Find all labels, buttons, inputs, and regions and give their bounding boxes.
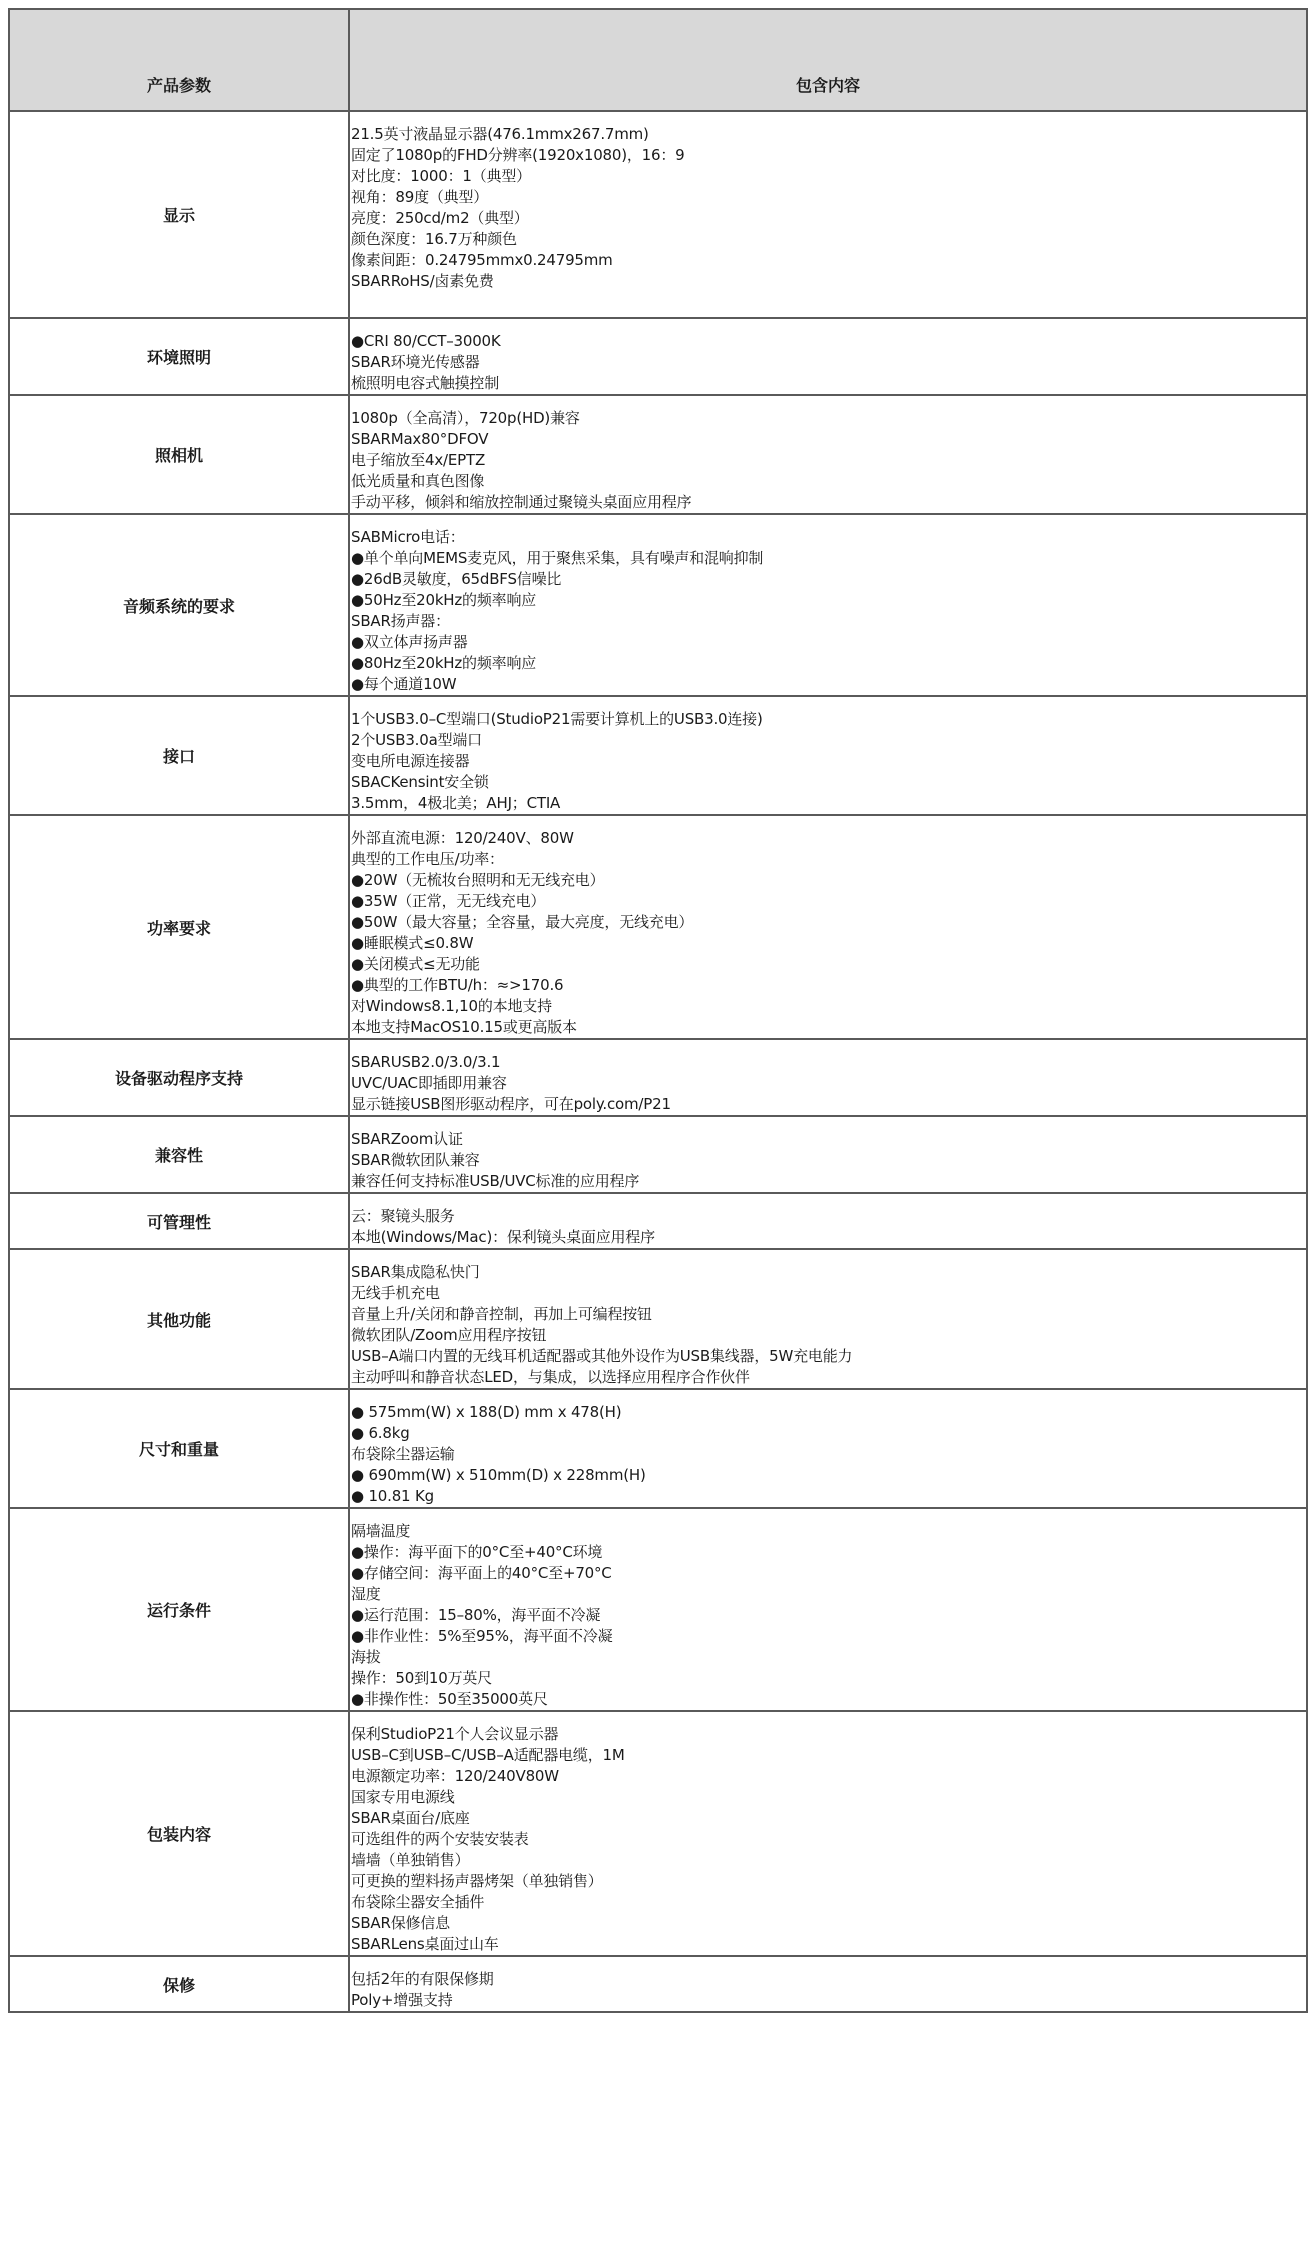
content-line: 主动呼叫和静音状态LED，与集成，以选择应用程序合作伙伴 bbox=[351, 1368, 750, 1386]
row-label: 接口 bbox=[9, 696, 349, 815]
content-line: SBAR保修信息 bbox=[351, 1914, 450, 1932]
content-line: 布袋除尘器运输 bbox=[351, 1445, 455, 1463]
row-content bbox=[349, 1039, 1307, 1116]
row-content bbox=[349, 111, 1307, 318]
content-line: 视角：89度（典型） bbox=[351, 188, 489, 206]
content-line: 保利StudioP21个人会议显示器 bbox=[351, 1725, 559, 1743]
content-line: SBARUSB2.0/3.0/3.1 bbox=[351, 1053, 501, 1071]
content-line: 对Windows8.1,10的本地支持 bbox=[351, 997, 552, 1015]
table-row bbox=[9, 395, 1307, 514]
header-parameter: 产品参数 bbox=[9, 9, 349, 111]
content-line: 国家专用电源线 bbox=[351, 1788, 455, 1806]
row-label: 其他功能 bbox=[9, 1249, 349, 1389]
content-line: 可更换的塑料扬声器烤架（单独销售） bbox=[351, 1872, 603, 1890]
content-line: 亮度：250cd/m2（典型） bbox=[351, 209, 529, 227]
content-line: ●双立体声扬声器 bbox=[351, 633, 468, 651]
spec-table-wrapper bbox=[8, 8, 1308, 2013]
content-line: 典型的工作电压/功率： bbox=[351, 850, 504, 868]
content-line: 包括2年的有限保修期 bbox=[351, 1970, 494, 1988]
row-content bbox=[349, 318, 1307, 395]
content-line: SBARRoHS/卤素免费 bbox=[351, 272, 494, 290]
content-line: 梳照明电容式触摸控制 bbox=[351, 374, 500, 392]
content-line: ●运行范围：15–80%，海平面不冷凝 bbox=[351, 1606, 601, 1624]
row-label: 运行条件 bbox=[9, 1508, 349, 1711]
content-line: ●睡眠模式≤0.8W bbox=[351, 934, 474, 952]
content-line: USB–C到USB–C/USB–A适配器电缆，1M bbox=[351, 1746, 625, 1764]
row-content bbox=[349, 395, 1307, 514]
content-line: SBARLens桌面过山车 bbox=[351, 1935, 499, 1953]
content-line: 手动平移，倾斜和缩放控制通过聚镜头桌面应用程序 bbox=[351, 493, 692, 511]
content-line: 音量上升/关闭和静音控制，再加上可编程按钮 bbox=[351, 1305, 652, 1323]
content-line: SABMicro电话： bbox=[351, 528, 465, 546]
content-line: ● 690mm(W) x 510mm(D) x 228mm(H) bbox=[351, 1466, 646, 1484]
content-line: SBAR扬声器： bbox=[351, 612, 450, 630]
content-line: Poly+增强支持 bbox=[351, 1991, 453, 2009]
row-label: 环境照明 bbox=[9, 318, 349, 395]
header-contents: 包含内容 bbox=[349, 9, 1307, 111]
content-line: 显示链接USB图形驱动程序，可在poly.com/P21 bbox=[351, 1095, 671, 1113]
content-line: 海拔 bbox=[351, 1648, 381, 1666]
content-line: 2个USB3.0a型端口 bbox=[351, 731, 482, 749]
content-line: 可选组件的两个安装安装表 bbox=[351, 1830, 529, 1848]
content-line: ●35W（正常，无无线充电） bbox=[351, 892, 546, 910]
content-line: ● 6.8kg bbox=[351, 1424, 410, 1442]
row-label: 显示 bbox=[9, 111, 349, 318]
content-line: 外部直流电源：120/240V、80W bbox=[351, 829, 574, 847]
table-header-row bbox=[9, 9, 1307, 111]
content-line: ●关闭模式≤无功能 bbox=[351, 955, 480, 973]
content-line: ●操作：海平面下的0°C至+40°C环境 bbox=[351, 1543, 603, 1561]
row-content bbox=[349, 1249, 1307, 1389]
content-line: ● 575mm(W) x 188(D) mm x 478(H) bbox=[351, 1403, 622, 1421]
content-line: 颜色深度：16.7万种颜色 bbox=[351, 230, 517, 248]
content-line: 21.5英寸液晶显示器(476.1mmx267.7mm) bbox=[351, 125, 649, 143]
content-line: ●80Hz至20kHz的频率响应 bbox=[351, 654, 537, 672]
content-line: 布袋除尘器安全插件 bbox=[351, 1893, 485, 1911]
content-line: 对比度：1000：1（典型） bbox=[351, 167, 531, 185]
content-line: ●26dB灵敏度，65dBFS信噪比 bbox=[351, 570, 562, 588]
row-label: 可管理性 bbox=[9, 1193, 349, 1249]
table-row bbox=[9, 1711, 1307, 1956]
table-row bbox=[9, 1508, 1307, 1711]
content-line: 低光质量和真色图像 bbox=[351, 472, 485, 490]
row-label: 保修 bbox=[9, 1956, 349, 2012]
table-row bbox=[9, 1193, 1307, 1249]
content-line: SBAR微软团队兼容 bbox=[351, 1151, 480, 1169]
row-content bbox=[349, 696, 1307, 815]
content-line: ●50W（最大容量；全容量，最大亮度，无线充电） bbox=[351, 913, 694, 931]
table-body bbox=[9, 111, 1307, 2012]
content-line: 隔墙温度 bbox=[351, 1522, 411, 1540]
content-line: ●CRI 80/CCT–3000K bbox=[351, 332, 501, 350]
content-line: 1个USB3.0–C型端口(StudioP21需要计算机上的USB3.0连接) bbox=[351, 710, 763, 728]
row-content bbox=[349, 1193, 1307, 1249]
content-line: 湿度 bbox=[351, 1585, 381, 1603]
table-row bbox=[9, 1039, 1307, 1116]
content-line: 操作：50到10万英尺 bbox=[351, 1669, 492, 1687]
content-line: 本地(Windows/Mac)：保利镜头桌面应用程序 bbox=[351, 1228, 655, 1246]
content-line: USB–A端口内置的无线耳机适配器或其他外设作为USB集线器，5W充电能力 bbox=[351, 1347, 853, 1365]
content-line: SBAR桌面台/底座 bbox=[351, 1809, 470, 1827]
table-row bbox=[9, 815, 1307, 1039]
content-line: 电子缩放至4x/EPTZ bbox=[351, 451, 486, 469]
content-line: ●典型的工作BTU/h：≈>170.6 bbox=[351, 976, 564, 994]
content-line: ●单个单向MEMS麦克风，用于聚焦采集，具有噪声和混响抑制 bbox=[351, 549, 764, 567]
content-line: 无线手机充电 bbox=[351, 1284, 440, 1302]
row-content bbox=[349, 514, 1307, 696]
row-content bbox=[349, 1956, 1307, 2012]
content-line: ●存储空间：海平面上的40°C至+70°C bbox=[351, 1564, 612, 1582]
content-line: ●非作业性：5%至95%，海平面不冷凝 bbox=[351, 1627, 613, 1645]
table-row bbox=[9, 696, 1307, 815]
content-line: 1080p（全高清），720p(HD)兼容 bbox=[351, 409, 580, 427]
content-line: ●20W（无梳妆台照明和无无线充电） bbox=[351, 871, 605, 889]
row-label: 兼容性 bbox=[9, 1116, 349, 1193]
row-label: 音频系统的要求 bbox=[9, 514, 349, 696]
row-label: 尺寸和重量 bbox=[9, 1389, 349, 1508]
row-label: 功率要求 bbox=[9, 815, 349, 1039]
content-line: ●每个通道10W bbox=[351, 675, 457, 693]
row-label: 包装内容 bbox=[9, 1711, 349, 1956]
content-line: UVC/UAC即插即用兼容 bbox=[351, 1074, 507, 1092]
content-line: SBAR环境光传感器 bbox=[351, 353, 480, 371]
content-line: 云：聚镜头服务 bbox=[351, 1207, 455, 1225]
table-row bbox=[9, 318, 1307, 395]
row-content bbox=[349, 1508, 1307, 1711]
content-line: 像素间距：0.24795mmx0.24795mm bbox=[351, 251, 613, 269]
table-row bbox=[9, 1956, 1307, 2012]
content-line: 3.5mm，4极北美；AHJ；CTIA bbox=[351, 794, 561, 812]
content-line: 微软团队/Zoom应用程序按钮 bbox=[351, 1326, 547, 1344]
content-line: 本地支持MacOS10.15或更高版本 bbox=[351, 1018, 577, 1036]
table-row bbox=[9, 1389, 1307, 1508]
content-line: SBARMax80°DFOV bbox=[351, 430, 489, 448]
spec-table bbox=[8, 8, 1308, 2013]
content-line: SBARZoom认证 bbox=[351, 1130, 463, 1148]
row-content bbox=[349, 1711, 1307, 1956]
table-row bbox=[9, 111, 1307, 318]
row-label: 照相机 bbox=[9, 395, 349, 514]
row-content bbox=[349, 1389, 1307, 1508]
content-line: ● 10.81 Kg bbox=[351, 1487, 434, 1505]
content-line: 固定了1080p的FHD分辨率(1920x1080)，16：9 bbox=[351, 146, 685, 164]
row-label: 设备驱动程序支持 bbox=[9, 1039, 349, 1116]
content-line: ●非操作性：50至35000英尺 bbox=[351, 1690, 548, 1708]
content-line: 变电所电源连接器 bbox=[351, 752, 470, 770]
row-content bbox=[349, 1116, 1307, 1193]
table-row bbox=[9, 514, 1307, 696]
content-line: 兼容任何支持标准USB/UVC标准的应用程序 bbox=[351, 1172, 640, 1190]
content-line: ●50Hz至20kHz的频率响应 bbox=[351, 591, 537, 609]
content-line: 电源额定功率：120/240V80W bbox=[351, 1767, 559, 1785]
content-line: SBAR集成隐私快门 bbox=[351, 1263, 480, 1281]
table-row bbox=[9, 1249, 1307, 1389]
content-line: 墙墙（单独销售） bbox=[351, 1851, 470, 1869]
content-line: SBACKensint安全锁 bbox=[351, 773, 489, 791]
table-row bbox=[9, 1116, 1307, 1193]
row-content bbox=[349, 815, 1307, 1039]
